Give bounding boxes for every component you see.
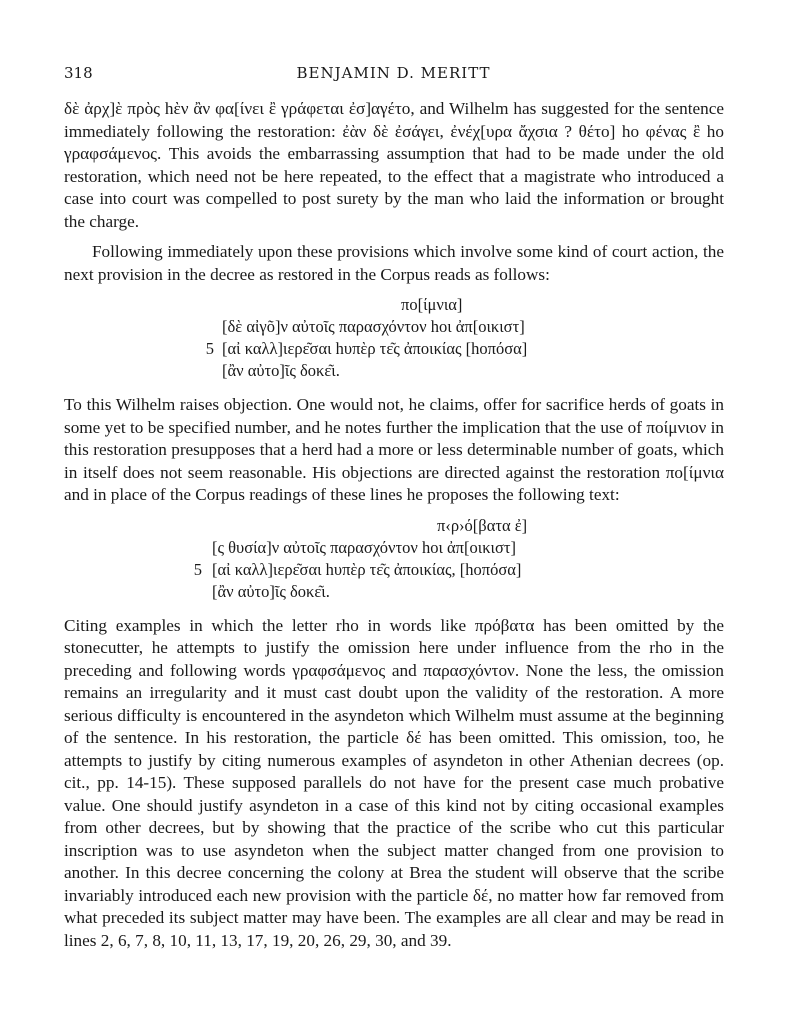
inscription-2-head: π‹ρ›ό[βατα ἐ] (437, 515, 528, 535)
inscription-1-head: πο[ίμνια] (401, 295, 463, 314)
running-head (64, 64, 723, 86)
inscription-2-line: [αἰ καλλ]ιερε͂σαι hυπὲρ τε͂ς ἀποικίας, [hοπόσα] (212, 559, 522, 579)
inscription-2-line: [ς θυσία]ν αὐτοῖς παρασχόντον hοι ἀπ[οικιστ] (212, 537, 516, 557)
paragraph-3: To this Wilhelm raises objection. One would not, he claims, offer for sacrifice herds of goats in some yet to be specified number, and he notes further the implication that the use of ποίμνιον in this restoration presupposes that a herd had a more or less determinable number of goats, which in itself does not seem reasonable. His objections are directed against the restoration πο[ίμνια and in place of the Corpus readings of these lines he proposes the following text: (64, 395, 724, 504)
inscription-wilhelm (64, 515, 724, 603)
inscription-1-line: [αἰ καλλ]ιερε͂σαι hυπὲρ τε͂ς ἀποικίας [hοπόσα] (222, 339, 528, 358)
running-title: BENJAMIN D. MERITT (296, 64, 491, 82)
paragraph-4: Citing examples in which the letter rho in words like πρόβατα has been omitted by the stonecutter, he attempts to justify the omission here under influence from the rho in the preceding and following words γραφσάμενος and παρασχόντον. None the less, the omission remains an irregularity and it must cast doubt upon the validity of the restoration. A more serious difficulty is encountered in the asyndeton which Wilhelm must assume at the beginning of the sentence. In his restoration, the particle δέ has been omitted. This omission, too, he attempts to justify by citing numerous examples of asyndeton in other Athenian decrees (op. cit., pp. 14-15). These supposed parallels do not have for the present case much probative value. One should justify asyndeton in a case of this kind not by citing occasional examples from other decrees, but by showing that the practice of the scribe who cut this particular inscription was to use asyndeton when the subject matter changed from one provision to another. In this decree concerning the colony at Brea the student will observe that the scribe invariably introduced each new provision with the particle δέ, no matter how far removed from what preceded its subject matter may have been. The examples are all clear and may be read in lines 2, 6, 7, 8, 10, 11, 13, 17, 19, 20, 26, 29, 30, and 39. (64, 615, 724, 950)
line-number: 5 (193, 559, 202, 579)
inscription-2-line: [ἂν αὐτο]ῖς δοκε͂ι. (212, 581, 330, 601)
page-number: 318 (64, 64, 93, 82)
inscription-corpus (64, 294, 724, 382)
paragraph-2: Following immediately upon these provisions which involve some kind of court action, the next provision in the decree as restored in the Corpus reads as follows: (64, 242, 724, 284)
inscription-1-line: [ἂν αὐτο]ῖς δοκε͂ι. (222, 361, 340, 380)
inscription-1-line: [δὲ αἰγõ]ν αὐτοῖς παρασχόντον hοι ἀπ[οικιστ] (222, 317, 525, 336)
line-number: 5 (205, 339, 214, 358)
body-text (64, 98, 724, 952)
paragraph-1: δὲ ἀρχ]ὲ πρὸς hὲν ἂν φα[ίνει ἒ γράφεται ἐσ]αγέτο, and Wilhelm has suggested for the sentence immediately following the restoration: ἐὰν δὲ ἐσάγει, ἐνέχ[υρα ἄχσια ? θέτο] hο φένας ἒ hο γραφσάμενος. This avoids the embarrassing assumption that had to be made under the old restoration, which need not be here repeated, to the effect that a magistrate who introduced a case into court was compelled to post surety by the man who laid the information or brought the charge. (64, 99, 724, 231)
